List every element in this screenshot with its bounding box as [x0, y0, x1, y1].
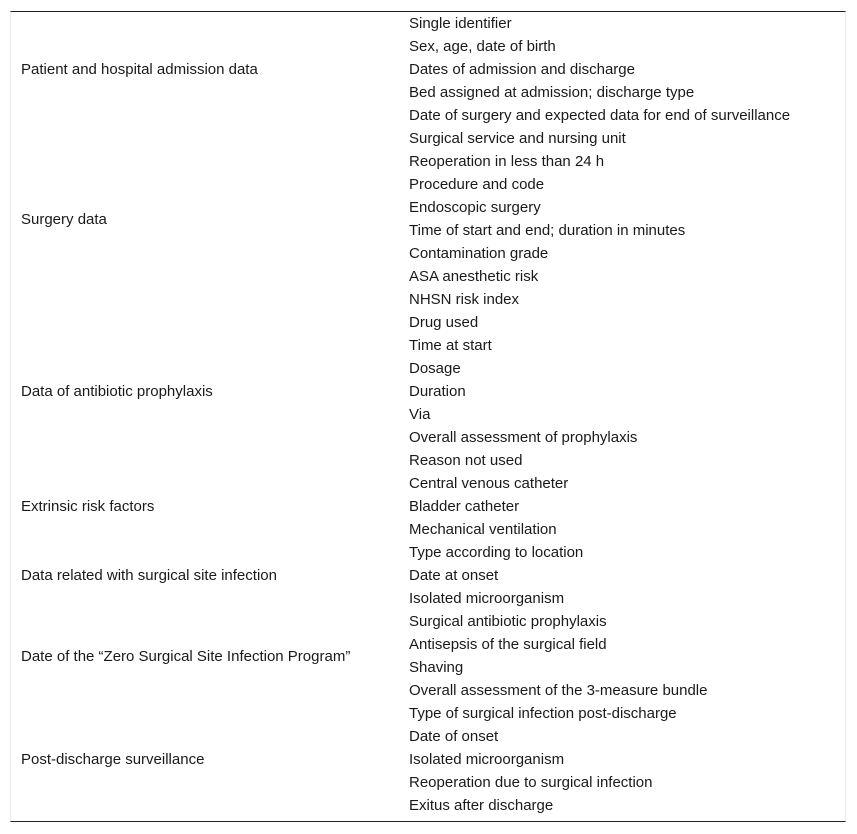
category-items — [399, 311, 845, 472]
list-item: Shaving — [409, 659, 464, 676]
list-item: Dates of admission and discharge — [409, 61, 635, 78]
list-item: Surgical service and nursing unit — [409, 130, 626, 147]
category-label: Data of antibiotic prophylaxis — [21, 383, 213, 400]
list-item: Isolated microorganism — [409, 590, 565, 607]
category-items — [399, 702, 845, 817]
category-label: Post-discharge surveillance — [21, 751, 205, 768]
list-item: Endoscopic surgery — [409, 199, 541, 216]
list-item: Surgical antibiotic prophylaxis — [409, 613, 607, 630]
list-item: Antisepsis of the surgical field — [409, 636, 607, 653]
table-row — [11, 541, 845, 610]
list-item: Type according to location — [409, 544, 584, 561]
category-items — [399, 12, 845, 127]
list-item: Single identifier — [409, 15, 512, 32]
category-items — [399, 472, 845, 541]
list-item: Date of surgery and expected data for end of surveillance — [409, 107, 791, 124]
list-item: Duration — [409, 383, 466, 400]
list-item: Procedure and code — [409, 176, 545, 193]
list-item: Date of onset — [409, 728, 499, 745]
list-item: Reoperation in less than 24 h — [409, 153, 605, 170]
list-item: Isolated microorganism — [409, 751, 565, 768]
category-label: Date of the “Zero Surgical Site Infection Program” — [21, 647, 351, 665]
table-row — [11, 702, 845, 817]
list-item: Type of surgical infection post-discharge — [409, 705, 677, 722]
list-item: Reoperation due to surgical infection — [409, 774, 653, 791]
category-items — [399, 127, 845, 311]
list-item: Sex, age, date of birth — [409, 38, 556, 55]
list-item: Overall assessment of the 3-measure bundle — [409, 682, 708, 699]
list-item: Dosage — [409, 360, 461, 377]
list-item: Overall assessment of prophylaxis — [409, 429, 638, 446]
category-items — [399, 610, 845, 702]
category-label: Extrinsic risk factors — [21, 498, 155, 515]
list-item: Drug used — [409, 314, 479, 331]
table-row — [11, 610, 845, 702]
list-item: ASA anesthetic risk — [409, 268, 539, 285]
list-item: Contamination grade — [409, 245, 549, 262]
list-item: NHSN risk index — [409, 291, 520, 308]
table-row — [11, 12, 845, 127]
list-item: Date at onset — [409, 567, 499, 584]
list-item: Time at start — [409, 337, 492, 354]
list-item: Time of start and end; duration in minutes — [409, 222, 686, 239]
category-items — [399, 541, 845, 610]
list-item: Reason not used — [409, 452, 523, 469]
category-label: Surgery data — [21, 210, 107, 228]
table-row — [11, 311, 845, 472]
list-item: Exitus after discharge — [409, 797, 554, 814]
list-item: Bed assigned at admission; discharge type — [409, 84, 695, 101]
list-item: Mechanical ventilation — [409, 521, 557, 538]
list-item: Via — [409, 406, 431, 423]
surveillance-data-table — [11, 12, 845, 817]
list-item: Bladder catheter — [409, 498, 520, 515]
list-item: Central venous catheter — [409, 475, 569, 492]
table-row — [11, 127, 845, 311]
table-row — [11, 472, 845, 541]
category-label: Data related with surgical site infection — [21, 567, 277, 584]
category-label: Patient and hospital admission data — [21, 61, 258, 78]
